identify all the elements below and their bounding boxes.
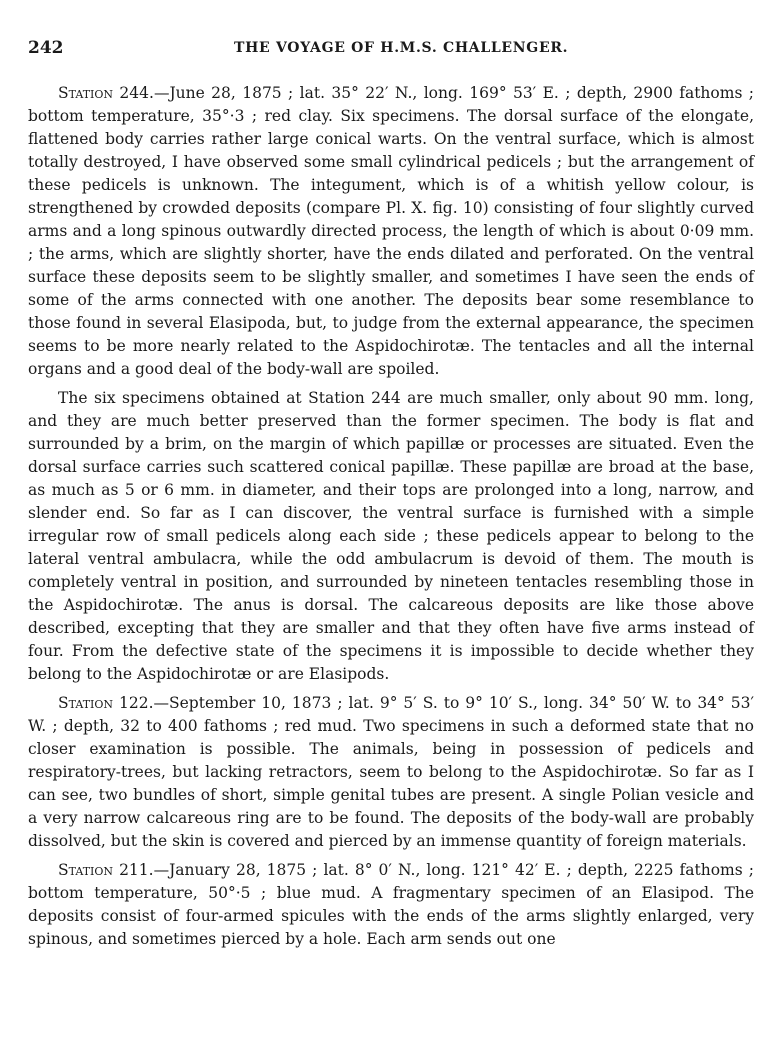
paragraph-station-211 (28, 859, 754, 951)
paragraph-text: —June 28, 1875 ; lat. 35° 22′ N., long. 169° 53′ E. ; depth, 2900 fathoms ; bottom temperature, 35°·3 ; red clay. Six specimens. The dorsal surface of the elongate, flattened body carries rather large conical warts. On the ventral surface, which is almost totally destroyed, I have observed some small cylindrical pedicels ; but the arrangement of these pedicels is unknown. The integument, which is of a whitish yellow colour, is strengthened by crowded deposits (compare Pl. X. fig. 10) consisting of four slightly curved arms and a long spinous outwardly directed process, the length of which is about 0·09 mm. ; the arms, which are slightly shorter, have the ends dilated and perforated. On the ventral surface these deposits seem to be slightly smaller, and sometimes I have seen the ends of some of the arms connected with one another. The deposits bear some resemblance to those found in several Elasipoda, but, to judge from the external appearance, the specimen seems to be more nearly related to the Aspidochirotæ. The tentacles and all the internal organs and a good deal of the body-wall are spoiled. (28, 84, 755, 378)
paragraph-station-244 (28, 82, 754, 381)
body-text (28, 82, 754, 951)
paragraph-text: —January 28, 1875 ; lat. 8° 0′ N., long. 121° 42′ E. ; depth, 2225 fathoms ; bottom temperature, 50°·5 ; blue mud. A fragmentary specimen of an Elasipod. The deposits consist of four-armed spicules with the ends of the arms slightly enlarged, very spinous, and sometimes pierced by a hole. Each arm sends out one (28, 861, 754, 948)
page-header (28, 38, 754, 66)
running-title: THE VOYAGE OF H.M.S. CHALLENGER. (234, 40, 569, 56)
page-number: 242 (28, 38, 64, 58)
station-label: Station 244. (58, 84, 154, 102)
station-label: Station 122. (58, 694, 154, 712)
paragraph-text: —September 10, 1873 ; lat. 9° 5′ S. to 9° 10′ S., long. 34° 50′ W. to 34° 53′ W. ; depth, 32 to 400 fathoms ; red mud. Two specimens in such a deformed state that no closer examination is possible. The animals, being in possession of pedicels and respiratory-trees, but lacking retractors, seem to belong to the Aspidochirotæ. So far as I can see, two bundles of short, simple genital tubes are present. A single Polian vesicle and a very narrow calcareous ring are to be found. The deposits of the body-wall are probably dissolved, but the skin is covered and pierced by an immense quantity of foreign materials. (28, 694, 754, 850)
paragraph-station-122 (28, 692, 754, 853)
paragraph-six-specimens (28, 387, 754, 686)
paragraph-text: The six specimens obtained at Station 244 are much smaller, only about 90 mm. long, and they are much better preserved than the former specimen. The body is flat and surrounded by a brim, on the margin of which papillæ or processes are situated. Even the dorsal surface carries such scattered conical papillæ. These papillæ are broad at the base, as much as 5 or 6 mm. in diameter, and their tops are prolonged into a long, narrow, and slender end. So far as I can discover, the ventral surface is furnished with a simple irregular row of small pedicels along each side ; these pedicels appear to belong to the lateral ventral ambulacra, while the odd ambulacrum is devoid of them. The mouth is completely ventral in position, and surrounded by nineteen tentacles resembling those in the Aspidochirotæ. The anus is dorsal. The calcareous deposits are like those above described, excepting that they are smaller and that they often have five arms instead of four. From the defective state of the specimens it is impossible to decide whether they belong to the Aspidochirotæ or are Elasipods. (28, 389, 754, 683)
page (28, 38, 754, 957)
station-label: Station 211. (58, 861, 154, 879)
